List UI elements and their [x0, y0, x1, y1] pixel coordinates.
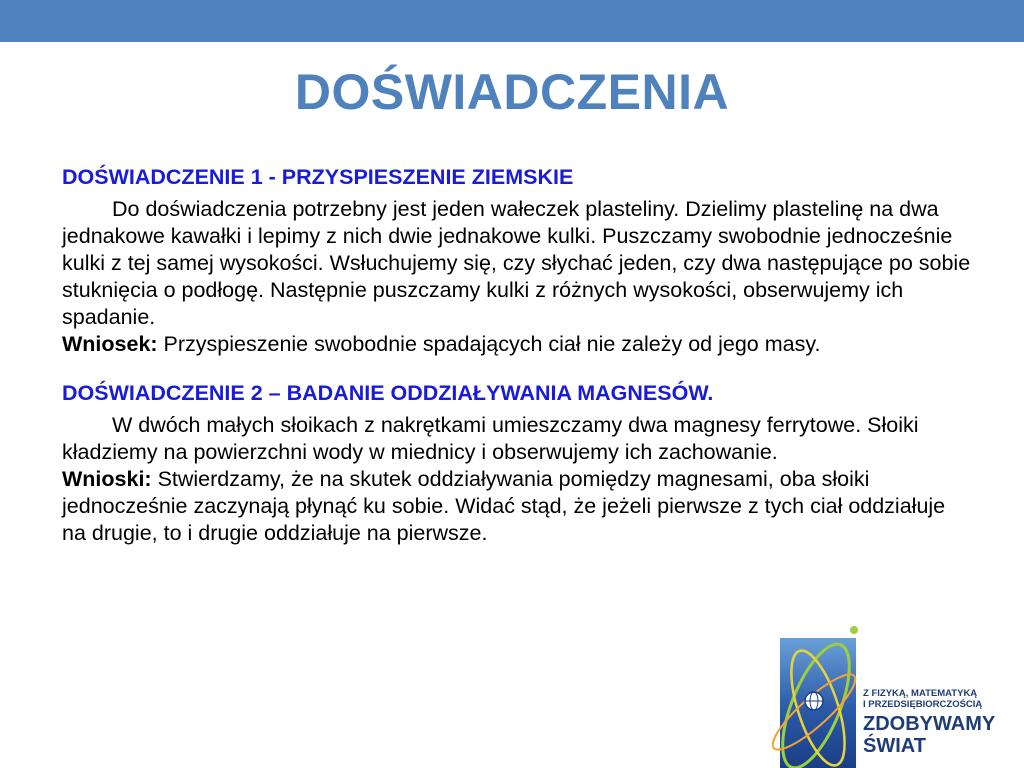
logo-line-2: I PRZEDSIĘBIORCZOŚCIĄ [863, 699, 983, 710]
experiment-2-conclusion [62, 466, 972, 547]
experiment-1-conclusion-label: Wniosek: [62, 332, 158, 356]
logo-line-4: ŚWIAT [863, 735, 926, 757]
experiment-2-body: W dwóch małych słoikach z nakrętkami umieszczamy dwa magnesy ferrytowe. Słoiki kładziemy na powierzchni wody w miednicy i obserwujemy ich zachowanie. [62, 413, 919, 464]
logo-line-3: ZDOBYWAMY [863, 713, 996, 735]
experiment-2-heading: DOŚWIADCZENIE 2 – BADANIE ODDZIAŁYWANIA MAGNESÓW. [62, 381, 714, 405]
experiment-1-conclusion [62, 331, 972, 358]
experiment-1-heading: DOŚWIADCZENIE 1 - PRZYSPIESZENIE ZIEMSKIE [62, 165, 574, 189]
experiment-2-conclusion-text: Stwierdzamy, że na skutek oddziaływania pomiędzy magnesami, oba słoiki jednocześnie zaczynają płynąć ku sobie. Widać stąd, że jeżeli pierwsze z tych ciał oddziałuje na drugie, to i drugie oddziałuje na pierwsze. [62, 467, 946, 545]
logo-text [863, 688, 1023, 757]
slide-content [62, 162, 972, 547]
slide-title: DOŚWIADCZENIA [294, 64, 730, 120]
logo-line-1: Z FIZYKĄ, MATEMATYKĄ [863, 688, 978, 699]
top-accent-bar [0, 0, 1024, 42]
experiment-2-conclusion-label: Wnioski: [62, 467, 152, 491]
experiment-1-conclusion-text: Przyspieszenie swobodnie spadających ciał nie zależy od jego masy. [157, 332, 821, 356]
experiment-1-body: Do doświadczenia potrzebny jest jeden wałeczek plasteliny. Dzielimy plastelinę na dwa jednakowe kawałki i lepimy z nich dwie jednakowe kulki. Puszczamy swobodnie jednocześnie kulki z tej samej wysokości. Wsłuchujemy się, czy słychać jeden, czy dwa następujące po sobie stuknięcia o podłogę. Następnie puszczamy kulki z różnych wysokości, obserwujemy ich spadanie. [62, 197, 971, 329]
